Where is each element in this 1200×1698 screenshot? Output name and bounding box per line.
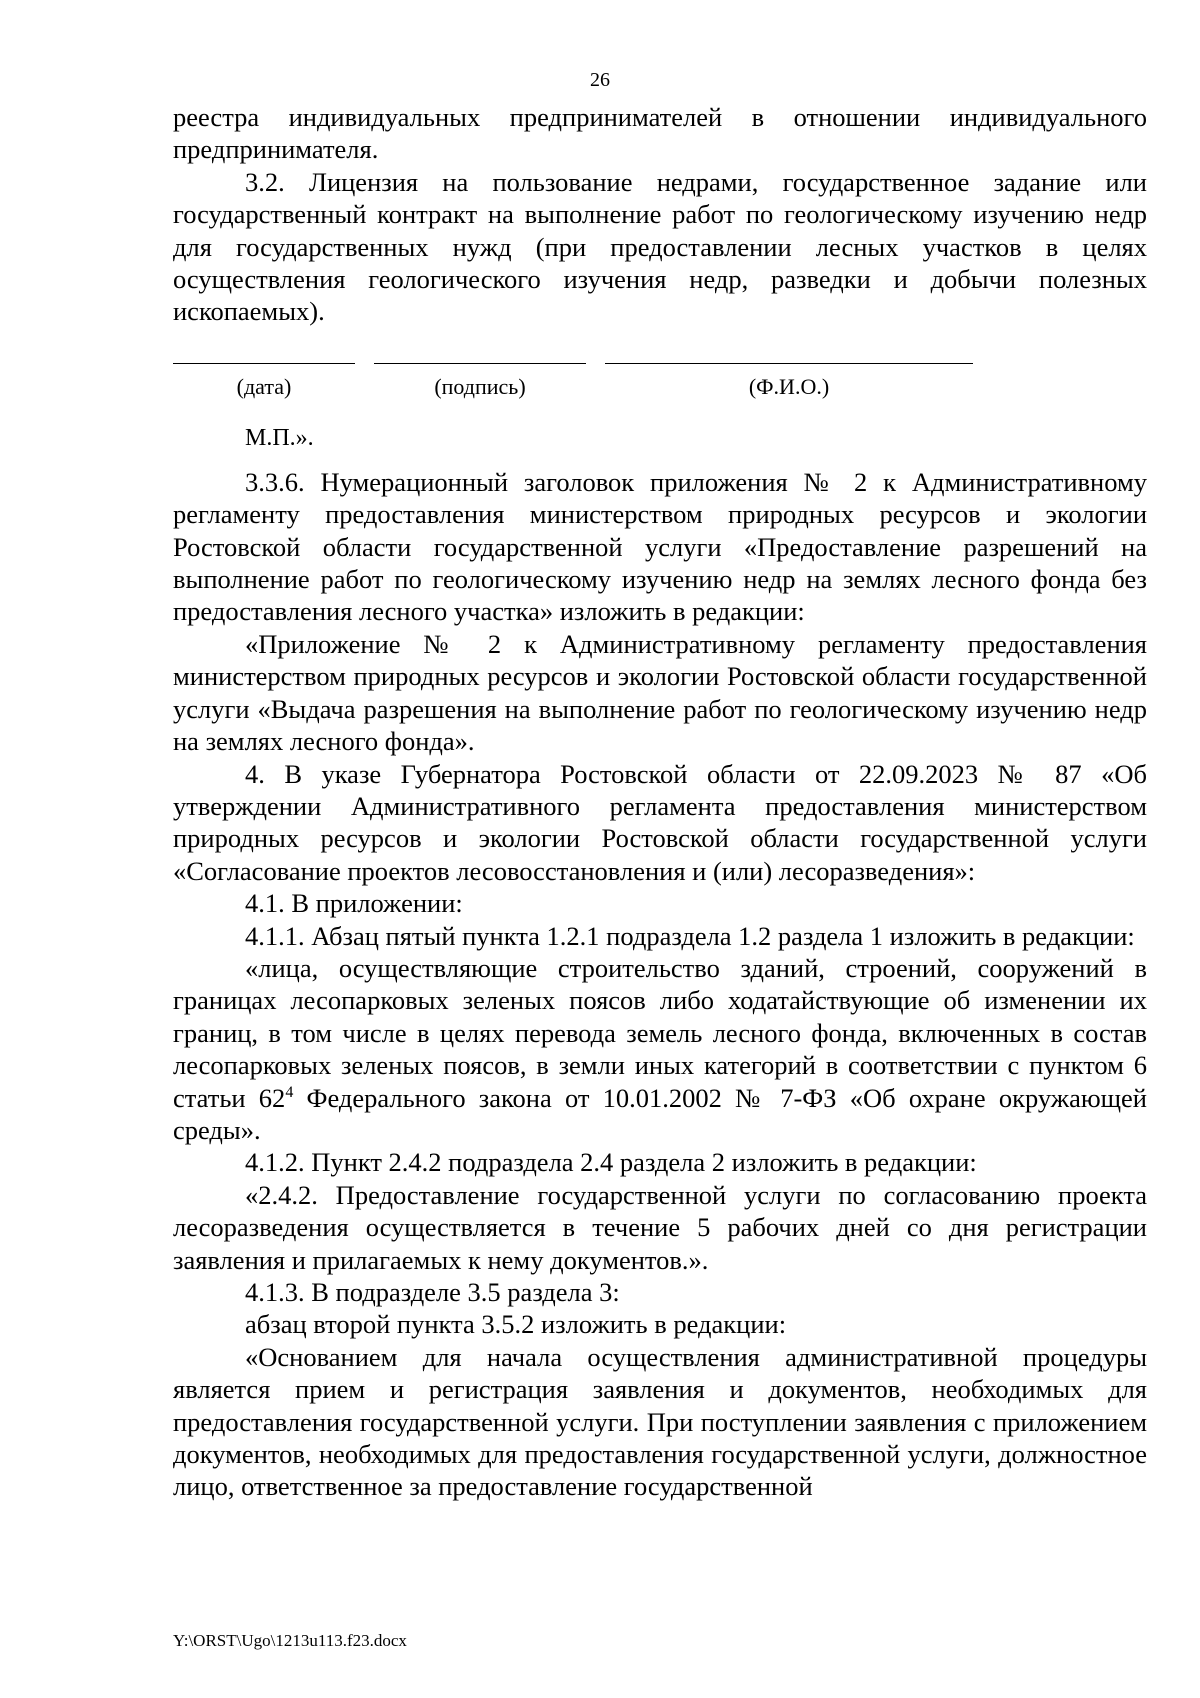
file-path-footer: Y:\ORST\Ugo\1213u113.f23.docx: [173, 1631, 407, 1650]
paragraph-3-2: 3.2. Лицензия на пользование недрами, государственное задание или государственный контракт на выполнение работ по геологическому изучению недр для государственных нужд (при предоставлении лесных участков в целях осуществления геологического изучения недр, разведки и добычи полезных ископаемых).: [173, 166, 1147, 327]
paragraph-4-1-1: 4.1.1. Абзац пятый пункта 1.2.1 подраздела 1.2 раздела 1 изложить в редакции:: [245, 920, 1135, 951]
paragraph-3-5-2: абзац второй пункта 3.5.2 изложить в редакции:: [245, 1309, 787, 1340]
signature-line: [374, 363, 586, 364]
law-article-superscript: 4: [285, 1083, 294, 1101]
document-body: [173, 101, 1147, 1503]
law-text-after: Федерального закона от 10.01.2002 № 7-ФЗ «Об охране окружающей среды».: [173, 1082, 1147, 1145]
paragraph-4: 4. В указе Губернатора Ростовской области от 22.09.2023 № 87 «Об утверждении Административного регламента предоставления министерством природных ресурсов и экологии Ростовской области государственной услуги «Согласование проектов лесовосстановления и (или) лесоразведения»:: [173, 758, 1147, 886]
stamp-label: М.П.».: [245, 424, 314, 451]
signature-label: (подпись): [434, 373, 526, 399]
law-text-before: «лица, осуществляющие строительство зданий, строений, сооружений в границах лесопарковых зеленых поясов либо ходатайствующие об изменении их границ, в том числе в целях перевода земель лесного фонда, включенных в состав лесопарковых зеленых поясов, в земли иных категорий в соответствии с пунктом 6 статьи 62: [173, 952, 1147, 1113]
paragraph-basis: «Основанием для начала осуществления административной процедуры является прием и регистрация заявления и документов, необходимых для предоставления государственной услуги. При поступлении заявления с приложением документов, необходимых для предоставления государственной услуги, должностное лицо, ответственное за предоставление государственной: [173, 1341, 1147, 1502]
name-label: (Ф.И.О.): [748, 373, 830, 399]
paragraph-4-1-2: 4.1.2. Пункт 2.4.2 подраздела 2.4 раздела 2 изложить в редакции:: [245, 1147, 977, 1178]
paragraph-4-1: 4.1. В приложении:: [245, 888, 463, 919]
date-line: [173, 363, 355, 364]
name-line: [605, 363, 973, 364]
paragraph-continuation: реестра индивидуальных предпринимателей в отношении индивидуального предпринимателя.: [173, 102, 1147, 165]
paragraph-persons: [173, 952, 1147, 1146]
paragraph-3-3-6: 3.3.6. Нумерационный заголовок приложения № 2 к Административному регламенту предоставления министерством природных ресурсов и экологии Ростовской области государственной услуги «Предоставление разрешений на выполнение работ по геологическому изучению недр на землях лесного фонда без предоставления лесного участка» изложить в редакции:: [173, 466, 1147, 627]
paragraph-2-4-2: «2.4.2. Предоставление государственной услуги по согласованию проекта лесоразведения осуществляется в течение 5 рабочих дней со дня регистрации заявления и прилагаемых к нему документов.».: [173, 1179, 1147, 1275]
paragraph-4-1-3: 4.1.3. В подразделе 3.5 раздела 3:: [245, 1277, 620, 1307]
signature-block: [173, 328, 1147, 451]
date-label: (дата): [236, 373, 292, 399]
paragraph-appendix-2: «Приложение № 2 к Административному регламенту предоставления министерством природных ресурсов и экологии Ростовской области государственной услуги «Выдача разрешения на выполнение работ по геологическому изучению недр на землях лесного фонда».: [173, 628, 1147, 757]
page-number: 26: [590, 69, 610, 91]
